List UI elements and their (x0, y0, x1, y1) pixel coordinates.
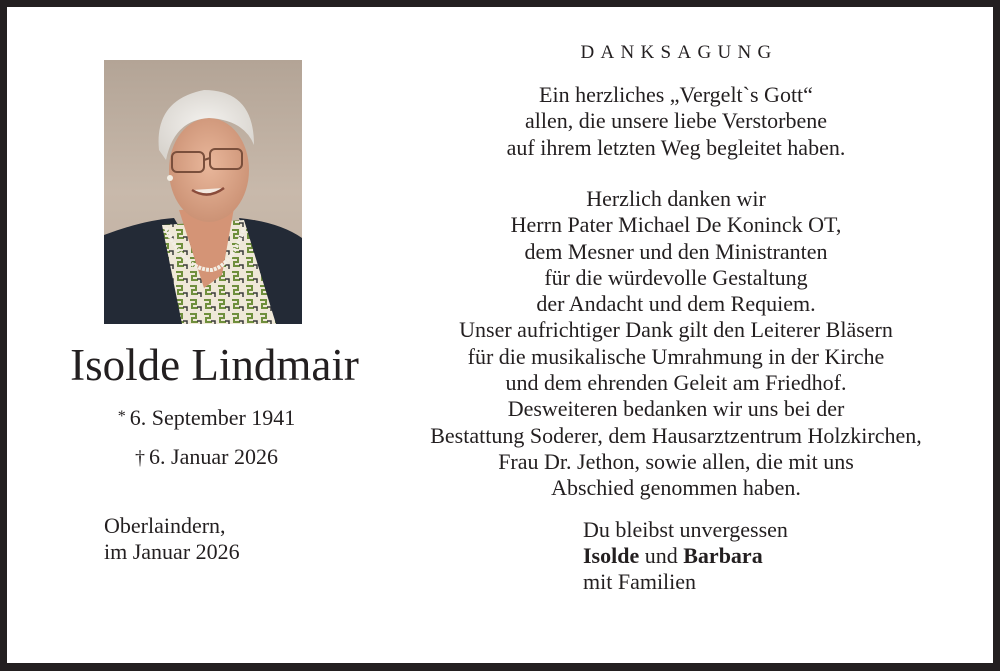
text-line: Herzlich danken wir (586, 186, 766, 211)
place-line: Oberlaindern, (104, 513, 226, 538)
text-line: dem Mesner und den Ministranten (524, 238, 828, 264)
closing-signature (583, 517, 788, 595)
text-line: auf ihrem letzten Weg begleitet haben. (506, 134, 846, 160)
death-cross-icon: † (135, 447, 146, 469)
text-line: und dem ehrenden Geleit am Friedhof. (505, 370, 847, 396)
month-line: im Januar 2026 (104, 539, 240, 564)
thanks-paragraph-2 (387, 186, 965, 502)
text-line: Bestattung Soderer, dem Hausarztzentrum Holzkirchen, (430, 422, 922, 448)
text-line: Desweiteren bedanken wir uns bei der (507, 396, 845, 422)
heading-danksagung: DANKSAGUNG (580, 42, 778, 63)
text-line: für die würdevolle Gestaltung (544, 264, 808, 290)
birth-date (7, 404, 406, 431)
text-line: allen, die unsere liebe Verstorbene (525, 108, 827, 134)
text-line: Unser aufrichtiger Dank gilt den Leiterer Bläsern (459, 317, 893, 343)
birth-date-text: 6. September 1941 (129, 405, 296, 430)
place-and-date (104, 513, 240, 565)
deceased-name: Isolde Lindmair (70, 340, 359, 390)
portrait-photo (104, 60, 302, 324)
family-line: mit Familien (583, 569, 697, 594)
signatories-line (583, 543, 788, 569)
portrait-image-icon (104, 60, 302, 324)
death-date-text: 6. Januar 2026 (149, 444, 278, 469)
connector-text: und (639, 543, 684, 568)
death-date (7, 444, 406, 471)
closing-line: Du bleibst unvergessen (583, 517, 788, 542)
text-line: Abschied genommen haben. (551, 475, 801, 501)
text-line: für die musikalische Umrahmung in der Kirche (467, 343, 885, 369)
thanks-paragraph-1 (387, 82, 965, 161)
signatory-name: Isolde (583, 543, 640, 568)
text-line: Herrn Pater Michael De Koninck OT, (510, 212, 842, 238)
text-line: Ein herzliches „Vergelt`s Gott“ (539, 82, 813, 107)
text-line: der Andacht und dem Requiem. (536, 291, 816, 317)
signatory-name: Barbara (683, 543, 763, 568)
birth-star-icon: * (117, 408, 126, 425)
text-line: Frau Dr. Jethon, sowie allen, die mit uns (498, 448, 854, 474)
